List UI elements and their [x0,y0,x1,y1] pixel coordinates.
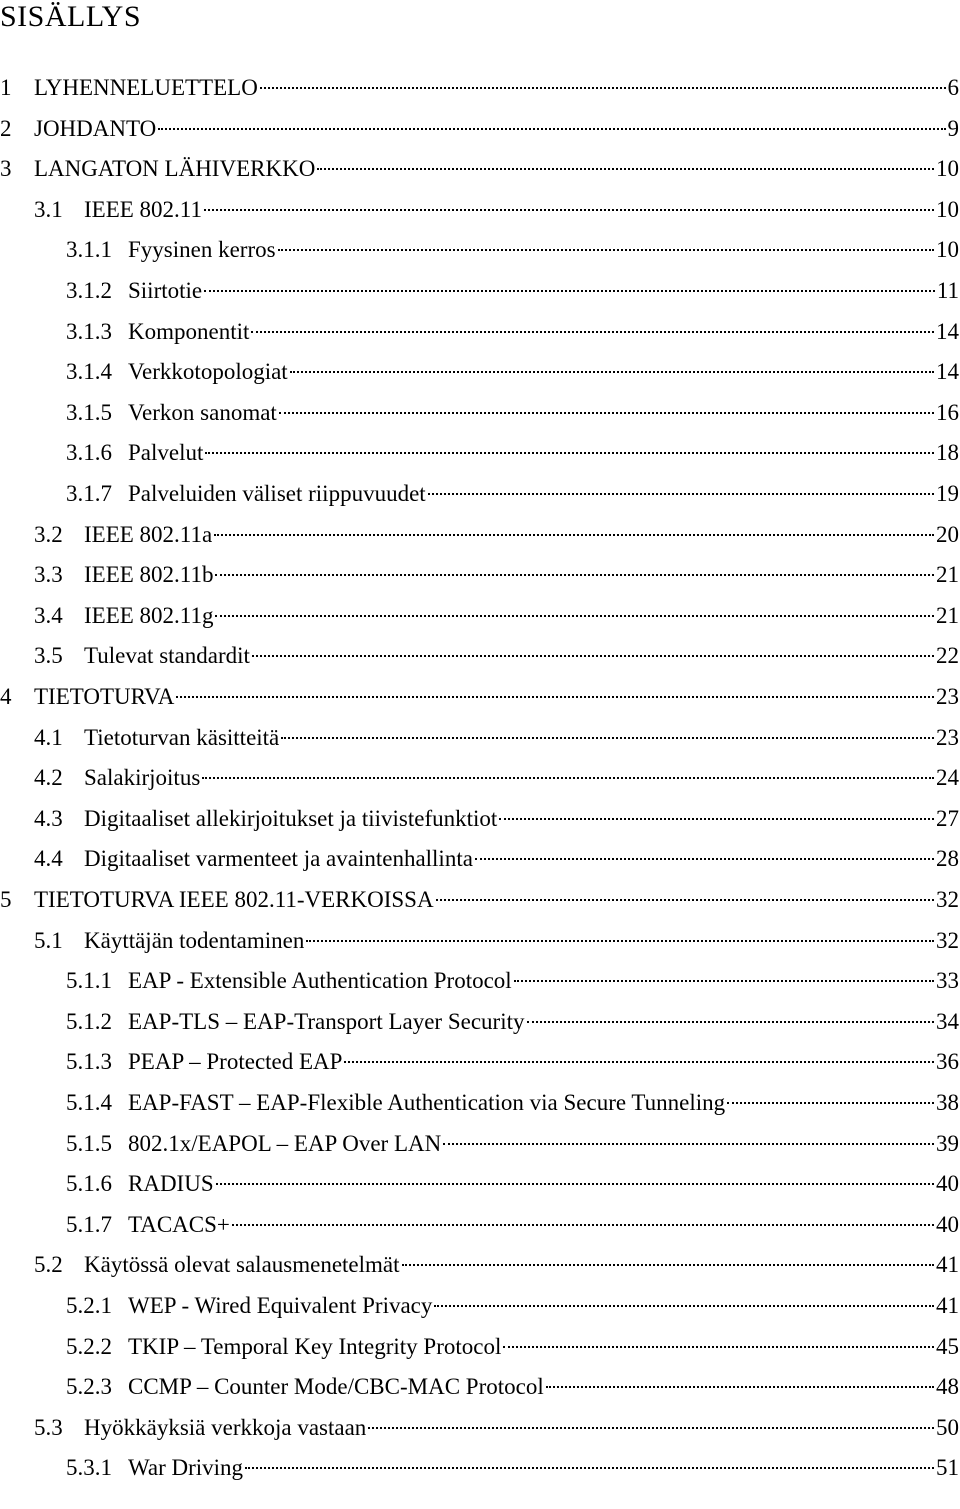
toc-dot-leader [503,1346,934,1348]
toc-entry-page: 10 [936,156,959,182]
toc-entry-title: Käytössä olevat salausmenetelmät [84,1252,400,1278]
toc-entry-page: 14 [936,359,959,385]
toc-entry-page: 41 [936,1252,959,1278]
toc-entry[interactable] [66,963,959,999]
toc-entry[interactable] [0,70,959,106]
toc-dot-leader [499,818,934,820]
toc-entry[interactable] [66,435,959,471]
toc-entry[interactable] [66,1085,959,1121]
toc-entry-number: 3.1.3 [66,318,112,344]
toc-dot-leader [279,412,934,414]
toc-dot-leader [278,249,934,251]
toc-dot-leader [402,1264,934,1266]
toc-entry[interactable] [66,1126,959,1162]
toc-entry-title: TACACS+ [128,1211,230,1237]
toc-dot-leader [202,777,934,779]
toc-entry-title: Tulevat standardit [84,643,250,669]
toc-entry-number: 5.2.1 [66,1293,112,1318]
toc-entry-number: 1 [0,75,12,100]
toc-entry[interactable] [66,1369,959,1405]
toc-entry-title: EAP-TLS – EAP-Transport Layer Security [128,1008,525,1034]
toc-entry[interactable] [66,1329,959,1365]
toc-entry-page: 19 [936,481,959,506]
toc-entry-page: 10 [936,196,959,222]
toc-entry-page: 50 [936,1414,959,1440]
toc-entry-page: 34 [936,1008,959,1034]
toc-entry-title: Käyttäjän todentaminen [84,927,305,953]
toc-entry-title: Hyökkäyksiä verkkoja vastaan [84,1414,367,1440]
toc-entry[interactable] [34,801,959,837]
toc-entry[interactable] [34,841,959,877]
toc-dot-leader [306,940,934,942]
toc-entry[interactable] [34,923,959,959]
toc-entry-number: 4 [0,684,12,709]
toc-entry-number: 5.2.3 [66,1374,112,1400]
toc-entry-title: TIETOTURVA [34,684,175,709]
toc-entry[interactable] [66,476,959,512]
toc-entry-page: 32 [936,927,959,953]
toc-dot-leader [215,574,934,576]
toc-entry-page: 40 [936,1211,959,1237]
toc-entry-title: PEAP – Protected EAP [128,1049,343,1075]
toc-entry-number: 5.3.1 [66,1455,112,1481]
toc-entry-page: 11 [936,278,959,303]
toc-entry[interactable] [66,1004,959,1040]
toc-entry-number: 5.2.2 [66,1333,112,1359]
toc-dot-leader [290,371,934,373]
toc-entry-page: 23 [936,684,959,709]
toc-dot-leader [443,1143,934,1145]
toc-entry-page: 51 [936,1455,959,1481]
toc-entry-number: 5.1.4 [66,1090,112,1115]
toc-dot-leader [727,1102,934,1104]
toc-dot-leader [245,1467,934,1469]
toc-entry[interactable] [34,638,959,674]
toc-entry-page: 36 [936,1049,959,1075]
toc-entry-number: 4.2 [34,765,63,791]
toc-dot-leader [368,1427,934,1429]
toc-entry-title: War Driving [128,1455,244,1481]
toc-entry-number: 5.2 [34,1252,63,1278]
toc-dot-leader [475,858,934,860]
toc-dot-leader [205,452,934,454]
toc-dot-leader [204,290,935,292]
toc-entry-title: Salakirjoitus [84,765,201,791]
toc-entry-page: 21 [936,602,959,628]
toc-entry-number: 5.3 [34,1414,63,1440]
toc-entry-number: 5.1.1 [66,968,112,994]
toc-entry[interactable] [34,517,959,553]
toc-entry-title: CCMP – Counter Mode/CBC-MAC Protocol [128,1374,544,1400]
toc-entry-number: 4.4 [34,846,63,872]
toc-entry-page: 24 [936,765,959,791]
toc-dot-leader [434,1305,934,1307]
toc-entry-title: Palveluiden väliset riippuvuudet [128,481,426,506]
toc-entry-number: 4.1 [34,724,63,750]
toc-entry-number: 4.3 [34,805,63,831]
toc-entry-number: 5.1.2 [66,1008,112,1034]
toc-entry-number: 3.1 [34,196,63,222]
toc-dot-leader [232,1224,934,1226]
toc-entry-title: 802.1x/EAPOL – EAP Over LAN [128,1130,442,1156]
toc-entry-title: TKIP – Temporal Key Integrity Protocol [128,1333,502,1359]
toc-dot-leader [514,980,934,982]
toc-dot-leader [317,168,934,170]
toc-entry-title: Verkon sanomat [128,399,277,425]
toc-entry-number: 5.1.5 [66,1130,112,1156]
toc-entry[interactable] [66,314,959,350]
toc-entry[interactable] [66,1044,959,1080]
toc-entry[interactable] [0,151,959,187]
toc-entry-number: 3.5 [34,643,63,669]
toc-entry-number: 5.1 [34,927,63,953]
toc-entry-page: 9 [947,115,959,141]
toc-entry[interactable] [34,557,959,593]
toc-entry[interactable] [34,720,959,756]
toc-entry-title: WEP - Wired Equivalent Privacy [128,1293,433,1318]
toc-entry-page: 21 [936,562,959,588]
toc-entry-title: JOHDANTO [34,115,157,141]
toc-entry-number: 3 [0,156,12,182]
toc-entry-page: 39 [936,1130,959,1156]
toc-entry-title: IEEE 802.11g [84,602,214,628]
toc-entry-title: EAP - Extensible Authentication Protocol [128,968,512,994]
toc-entry-title: Komponentit [128,318,250,344]
toc-dot-leader [436,899,934,901]
toc-dot-leader [252,655,934,657]
toc-entry-title: Verkkotopologiat [128,359,288,385]
toc-dot-leader [527,1021,935,1023]
toc-entry[interactable] [66,395,959,431]
toc-entry-page: 28 [936,846,959,872]
toc-entry-title: EAP-FAST – EAP-Flexible Authentication via Secure Tunneling [128,1090,726,1115]
toc-entry-number: 3.1.2 [66,278,112,303]
toc-entry-title: LANGATON LÄHIVERKKO [34,156,316,182]
toc-entry[interactable] [66,1288,959,1324]
toc-entry-number: 3.1.4 [66,359,112,385]
toc-entry[interactable] [66,273,959,309]
toc-entry-number: 2 [0,115,12,141]
toc-dot-leader [251,331,934,333]
toc-entry-title: IEEE 802.11a [84,521,213,547]
toc-entry-page: 32 [936,887,959,912]
toc-entry-title: Tietoturvan käsitteitä [84,724,280,750]
toc-entry[interactable] [0,679,959,715]
toc-entry-number: 3.3 [34,562,63,588]
toc-entry-page: 27 [936,805,959,831]
toc-dot-leader [158,128,945,130]
toc-dot-leader [344,1061,934,1063]
toc-entry-number: 5.1.7 [66,1211,112,1237]
toc-entry-title: IEEE 802.11 [84,196,202,222]
toc-entry-title: Digitaaliset varmenteet ja avaintenhallinta [84,846,473,872]
toc-entry[interactable] [66,232,959,268]
toc-entry-number: 3.1.6 [66,440,112,466]
toc-entry-number: 3.1.7 [66,481,112,506]
toc-entry-page: 10 [936,237,959,263]
toc-entry-page: 23 [936,724,959,750]
toc-entry-title: Siirtotie [128,278,203,303]
toc-dot-leader [215,615,934,617]
toc-dot-leader [260,87,946,89]
toc-dot-leader [428,493,934,495]
toc-entry-number: 5.1.3 [66,1049,112,1075]
toc-entry[interactable] [66,354,959,390]
toc-entry-title: Fyysinen kerros [128,237,276,263]
toc-entry-page: 18 [936,440,959,466]
toc-dot-leader [204,209,934,211]
toc-entry[interactable] [34,1410,959,1446]
toc-entry[interactable] [34,598,959,634]
toc-entry-title: Palvelut [128,440,204,466]
toc-dot-leader [281,737,934,739]
toc-dot-leader [214,534,934,536]
toc-entry-number: 5.1.6 [66,1171,112,1197]
toc-entry-page: 38 [936,1090,959,1115]
toc-entry-page: 33 [936,968,959,994]
toc-dot-leader [546,1386,934,1388]
toc-entry-number: 3.1.1 [66,237,112,263]
toc-entry-page: 22 [936,643,959,669]
toc-entry[interactable] [66,1166,959,1202]
toc-entry[interactable] [34,192,959,228]
toc-entry-page: 6 [947,75,959,100]
toc-entry-page: 45 [936,1333,959,1359]
toc-entry-title: TIETOTURVA IEEE 802.11-VERKOISSA [34,887,434,912]
toc-entry-title: RADIUS [128,1171,214,1197]
toc-entry-title: Digitaaliset allekirjoitukset ja tiivistefunktiot [84,805,498,831]
toc-entry-title: IEEE 802.11b [84,562,214,588]
toc-entry-title: LYHENNELUETTELO [34,75,258,100]
toc-entry-page: 16 [936,399,959,425]
toc-entry-page: 14 [936,318,959,344]
toc-entry-number: 5 [0,887,12,912]
toc-entry-page: 20 [936,521,959,547]
toc-entry[interactable] [34,760,959,796]
toc-entry-number: 3.2 [34,521,63,547]
toc-entry-page: 40 [936,1171,959,1197]
toc-entry-page: 48 [936,1374,959,1400]
toc-dot-leader [176,696,934,698]
toc-title: SISÄLLYS [0,0,142,33]
toc-entry[interactable] [0,111,959,147]
toc-entry[interactable] [66,1450,959,1486]
toc-entry[interactable] [66,1207,959,1243]
toc-entry[interactable] [34,1247,959,1283]
toc-entry-page: 41 [936,1293,959,1318]
toc-entry[interactable] [0,882,959,918]
toc-entry-number: 3.1.5 [66,399,112,425]
toc-entry-number: 3.4 [34,602,63,628]
toc-dot-leader [216,1183,934,1185]
